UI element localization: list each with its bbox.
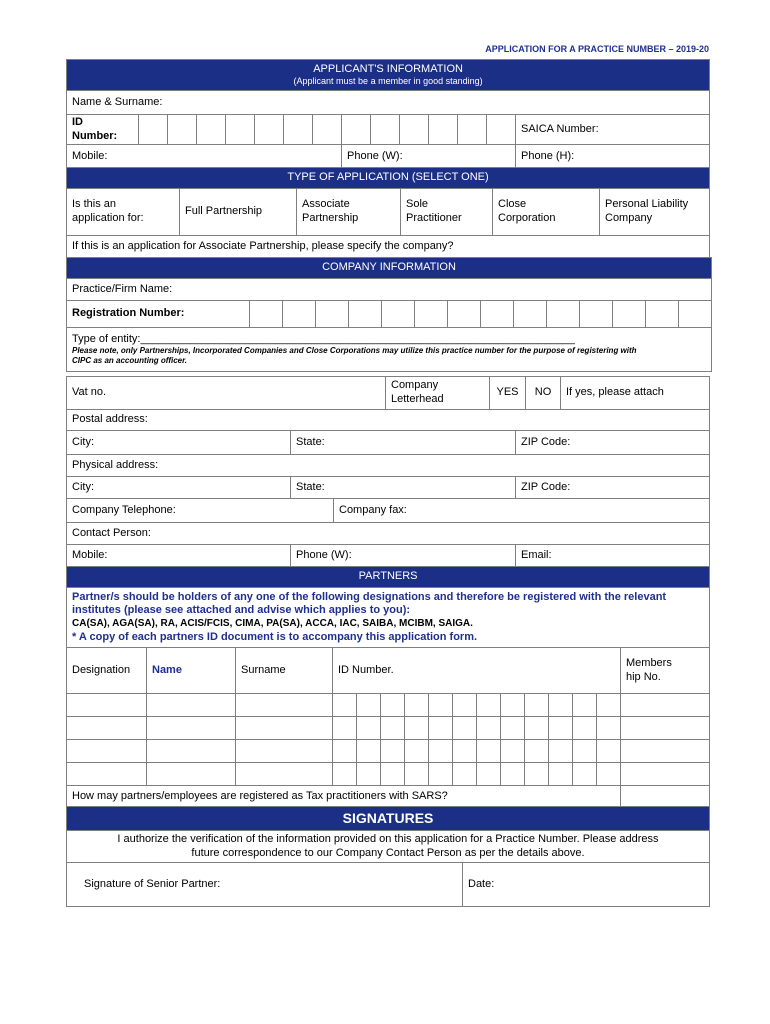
- contact-email-field[interactable]: [516, 545, 710, 567]
- id-digit-box[interactable]: [597, 763, 621, 786]
- document-title: APPLICATION FOR A PRACTICE NUMBER – 2019-20: [485, 44, 709, 54]
- col-membership: [621, 648, 710, 694]
- membership-cell[interactable]: [621, 694, 710, 717]
- id-digit-box[interactable]: [549, 717, 573, 740]
- type-question: [67, 189, 180, 236]
- contact-phone-w-field[interactable]: [291, 545, 516, 567]
- partners-heading: PARTNERS: [67, 567, 710, 588]
- option-label: Close: [498, 198, 527, 211]
- signatures-heading: SIGNATURES: [67, 807, 710, 831]
- id-digit-box[interactable]: [477, 717, 501, 740]
- company-heading: COMPANY INFORMATION: [67, 258, 712, 279]
- postal-address-field[interactable]: [67, 410, 710, 431]
- vat-label: Vat no.: [72, 386, 107, 399]
- date-field[interactable]: [463, 863, 710, 907]
- email-label: Email:: [521, 548, 552, 561]
- city-label: City:: [72, 480, 94, 493]
- partners-section: [66, 566, 710, 808]
- company-section: [66, 257, 712, 372]
- id-digit-box[interactable]: [405, 717, 429, 740]
- postal-label: Postal address:: [72, 413, 148, 426]
- authorization-line1: I authorize the verification of the information provided on this application for a Practice Number. Please address: [117, 832, 659, 845]
- physical-address-field[interactable]: [67, 455, 710, 477]
- vat-field[interactable]: [67, 377, 386, 410]
- id-digit-box[interactable]: [357, 717, 381, 740]
- id-digit-box[interactable]: [405, 763, 429, 786]
- id-digit-box[interactable]: [573, 717, 597, 740]
- associate-company-field[interactable]: [67, 236, 710, 258]
- id-digit-box[interactable]: [573, 763, 597, 786]
- id-digit-box[interactable]: [429, 115, 458, 145]
- surname-cell[interactable]: [236, 694, 333, 717]
- id-digit-box[interactable]: [333, 763, 357, 786]
- surname-cell[interactable]: [236, 763, 333, 786]
- col-membership-line2: hip No.: [626, 670, 661, 683]
- designation-cell[interactable]: [67, 763, 147, 786]
- authorization-text: [67, 831, 710, 863]
- id-digit-box[interactable]: [381, 717, 405, 740]
- name-cell[interactable]: [147, 717, 236, 740]
- company-fax-field[interactable]: [334, 499, 710, 523]
- physical-label: Physical address:: [72, 458, 159, 471]
- option-full-partnership[interactable]: [180, 189, 297, 236]
- associate-question: If this is an application for Associate Partnership, please specify the company?: [72, 239, 454, 252]
- reg-digit-box[interactable]: [679, 301, 712, 328]
- state-label: State:: [296, 480, 325, 493]
- option-label: Practitioner: [406, 212, 462, 224]
- option-label: Personal Liability: [605, 198, 689, 211]
- surname-cell[interactable]: [236, 717, 333, 740]
- mobile-label: Mobile:: [72, 149, 108, 162]
- partner-row: [67, 740, 710, 763]
- id-digit-box[interactable]: [525, 763, 549, 786]
- reg-digit-box[interactable]: [415, 301, 448, 328]
- reg-digit-box[interactable]: [316, 301, 349, 328]
- id-digit-box[interactable]: [405, 740, 429, 763]
- type-question-line2: application for:: [72, 212, 144, 224]
- id-digit-box[interactable]: [501, 694, 525, 717]
- contact-person-field[interactable]: [67, 523, 710, 545]
- postal-state-field[interactable]: [291, 431, 516, 455]
- col-surname: Surname: [236, 648, 333, 694]
- type-heading: TYPE OF APPLICATION (SELECT ONE): [67, 168, 710, 189]
- id-digit-box[interactable]: [477, 763, 501, 786]
- id-digit-box[interactable]: [458, 115, 487, 145]
- id-digit-box[interactable]: [357, 763, 381, 786]
- reg-digit-box[interactable]: [646, 301, 679, 328]
- id-digit-box[interactable]: [429, 717, 453, 740]
- entity-note-line2: CIPC as an accounting officer.: [72, 356, 187, 366]
- entity-type-field[interactable]: [67, 328, 712, 372]
- id-digit-box[interactable]: [549, 763, 573, 786]
- id-digit-box[interactable]: [597, 717, 621, 740]
- physical-zip-field[interactable]: [516, 477, 710, 499]
- id-digit-box[interactable]: [284, 115, 313, 145]
- practice-label: Practice/Firm Name:: [72, 282, 173, 295]
- id-digit-box[interactable]: [525, 717, 549, 740]
- col-id-number: ID Number.: [333, 648, 621, 694]
- postal-zip-field[interactable]: [516, 431, 710, 455]
- application-type-section: [66, 167, 710, 258]
- id-digit-box[interactable]: [549, 740, 573, 763]
- designation-cell[interactable]: [67, 694, 147, 717]
- city-label: City:: [72, 435, 94, 448]
- membership-cell[interactable]: [621, 717, 710, 740]
- option-label: Company: [605, 212, 653, 224]
- zip-label: ZIP Code:: [521, 435, 571, 448]
- designation-cell[interactable]: [67, 740, 147, 763]
- vat-row: [66, 376, 710, 410]
- option-personal-liability-company[interactable]: [600, 189, 710, 236]
- id-label-line2: Number:: [72, 129, 118, 142]
- saica-label: SAICA Number:: [521, 122, 599, 135]
- authorization-line2: future correspondence to our Company Contact Person as per the details above.: [191, 846, 585, 859]
- contact-label: Contact Person:: [72, 526, 151, 539]
- surname-cell[interactable]: [236, 740, 333, 763]
- reg-digit-box[interactable]: [382, 301, 415, 328]
- reg-digit-box[interactable]: [250, 301, 283, 328]
- phone-w-label: Phone (W):: [296, 548, 352, 561]
- id-digit-box[interactable]: [477, 740, 501, 763]
- designation-cell[interactable]: [67, 717, 147, 740]
- id-digit-box[interactable]: [371, 115, 400, 145]
- applicant-section: [66, 59, 710, 169]
- type-question-line1: Is this an: [72, 198, 117, 211]
- letterhead-label: [386, 377, 490, 410]
- letterhead-line1: Company: [391, 379, 439, 392]
- option-label: Associate: [302, 198, 350, 211]
- applicant-phone-w-field[interactable]: [342, 145, 516, 169]
- id-digit-box[interactable]: [453, 763, 477, 786]
- id-digit-box[interactable]: [429, 694, 453, 717]
- id-number-label-cell: [67, 115, 139, 145]
- date-label: Date:: [468, 877, 495, 890]
- reg-digit-box[interactable]: [481, 301, 514, 328]
- col-membership-line1: Members: [626, 656, 672, 669]
- id-digit-box[interactable]: [357, 694, 381, 717]
- id-digit-box[interactable]: [381, 694, 405, 717]
- id-digit-box[interactable]: [501, 740, 525, 763]
- applicant-heading: APPLICANT'S INFORMATION: [313, 62, 463, 75]
- letterhead-line2: Letterhead: [391, 393, 444, 405]
- name-surname-label: Name & Surname:: [72, 95, 163, 108]
- attach-note: If yes, please attach: [561, 377, 710, 410]
- option-sole-practitioner[interactable]: [401, 189, 493, 236]
- option-label: Corporation: [498, 212, 556, 224]
- id-digit-box[interactable]: [477, 694, 501, 717]
- partner-row: [67, 763, 710, 786]
- name-cell[interactable]: [147, 740, 236, 763]
- applicant-phone-h-field[interactable]: [516, 145, 710, 169]
- tax-practitioners-answer[interactable]: [621, 786, 710, 808]
- letterhead-no-option[interactable]: NO: [526, 377, 561, 410]
- id-label-line1: ID: [72, 115, 83, 128]
- applicant-mobile-field[interactable]: [67, 145, 342, 169]
- phone-h-label: Phone (H):: [521, 149, 575, 162]
- id-digit-box[interactable]: [381, 763, 405, 786]
- partner-row: [67, 717, 710, 740]
- mobile-label: Mobile:: [72, 548, 108, 561]
- id-digit-box[interactable]: [342, 115, 371, 145]
- id-digit-box[interactable]: [139, 115, 168, 145]
- id-digit-box[interactable]: [333, 694, 357, 717]
- id-digit-box[interactable]: [597, 694, 621, 717]
- registration-label: Registration Number:: [67, 301, 250, 328]
- id-digit-box[interactable]: [357, 740, 381, 763]
- id-digit-box[interactable]: [168, 115, 197, 145]
- id-digit-box[interactable]: [255, 115, 284, 145]
- id-digit-box[interactable]: [573, 694, 597, 717]
- option-associate-partnership[interactable]: [297, 189, 401, 236]
- option-label: Full Partnership: [185, 205, 263, 218]
- designations-list: CA(SA), AGA(SA), RA, ACIS/FCIS, CIMA, PA(SA), ACCA, IAC, SAIBA, MCIBM, SAIGA.: [72, 618, 473, 630]
- practice-name-field[interactable]: [67, 279, 712, 301]
- address-section: [66, 409, 710, 567]
- option-close-corporation[interactable]: [493, 189, 600, 236]
- id-digit-box[interactable]: [400, 115, 429, 145]
- reg-digit-box[interactable]: [514, 301, 547, 328]
- reg-digit-box[interactable]: [349, 301, 382, 328]
- col-designation: Designation: [67, 648, 147, 694]
- signatures-section: [66, 806, 710, 907]
- tax-practitioners-question: How may partners/employees are registered as Tax practitioners with SARS?: [67, 786, 621, 808]
- id-digit-box[interactable]: [501, 717, 525, 740]
- partners-note-line1: Partner/s should be holders of any one of the following designations and therefore be registered with the relevant: [72, 590, 667, 603]
- partners-notes: [67, 588, 710, 648]
- saica-number-field[interactable]: [516, 115, 710, 145]
- id-digit-box[interactable]: [501, 763, 525, 786]
- id-digit-box[interactable]: [525, 740, 549, 763]
- id-digit-box[interactable]: [487, 115, 516, 145]
- id-copy-note: * A copy of each partners ID document is to accompany this application form.: [72, 630, 478, 643]
- reg-digit-box[interactable]: [613, 301, 646, 328]
- reg-digit-box[interactable]: [448, 301, 481, 328]
- state-label: State:: [296, 435, 325, 448]
- applicant-subheading: (Applicant must be a member in good standing): [293, 76, 483, 87]
- zip-label: ZIP Code:: [521, 480, 571, 493]
- id-digit-box[interactable]: [573, 740, 597, 763]
- id-digit-box[interactable]: [381, 740, 405, 763]
- physical-state-field[interactable]: [291, 477, 516, 499]
- id-digit-box[interactable]: [333, 740, 357, 763]
- reg-digit-box[interactable]: [283, 301, 316, 328]
- id-digit-box[interactable]: [197, 115, 226, 145]
- id-digit-box[interactable]: [405, 694, 429, 717]
- phone-w-label: Phone (W):: [347, 149, 403, 162]
- id-digit-box[interactable]: [429, 740, 453, 763]
- contact-mobile-field[interactable]: [67, 545, 291, 567]
- option-label: Sole: [406, 198, 429, 211]
- id-digit-box[interactable]: [525, 694, 549, 717]
- signature-field[interactable]: [67, 863, 463, 907]
- id-digit-box[interactable]: [226, 115, 255, 145]
- reg-digit-box[interactable]: [547, 301, 580, 328]
- signature-label: Signature of Senior Partner:: [84, 877, 221, 890]
- name-cell[interactable]: [147, 694, 236, 717]
- option-label: Partnership: [302, 212, 359, 224]
- id-digit-box[interactable]: [453, 740, 477, 763]
- membership-cell[interactable]: [621, 763, 710, 786]
- entity-note-line1: Please note, only Partnerships, Incorporated Companies and Close Corporations may utilize this practice number for the purpose of registering with: [72, 346, 637, 356]
- name-surname-field[interactable]: [67, 91, 710, 115]
- physical-city-field[interactable]: [67, 477, 291, 499]
- id-digit-box[interactable]: [333, 717, 357, 740]
- partners-note-line2: institutes (please see attached and advise which applies to you):: [72, 604, 411, 617]
- name-cell[interactable]: [147, 763, 236, 786]
- reg-digit-box[interactable]: [580, 301, 613, 328]
- partner-row: [67, 694, 710, 717]
- entity-label: Type of entity:_______________________________________________________________________: [72, 332, 575, 345]
- telephone-label: Company Telephone:: [72, 503, 176, 516]
- id-digit-box[interactable]: [549, 694, 573, 717]
- id-digit-box[interactable]: [429, 763, 453, 786]
- letterhead-yes-option[interactable]: YES: [490, 377, 526, 410]
- company-telephone-field[interactable]: [67, 499, 334, 523]
- id-digit-box[interactable]: [453, 717, 477, 740]
- id-digit-box[interactable]: [313, 115, 342, 145]
- fax-label: Company fax:: [339, 503, 407, 516]
- id-digit-box[interactable]: [597, 740, 621, 763]
- id-digit-box[interactable]: [453, 694, 477, 717]
- col-name: Name: [147, 648, 236, 694]
- postal-city-field[interactable]: [67, 431, 291, 455]
- membership-cell[interactable]: [621, 740, 710, 763]
- applicant-header: [67, 60, 710, 91]
